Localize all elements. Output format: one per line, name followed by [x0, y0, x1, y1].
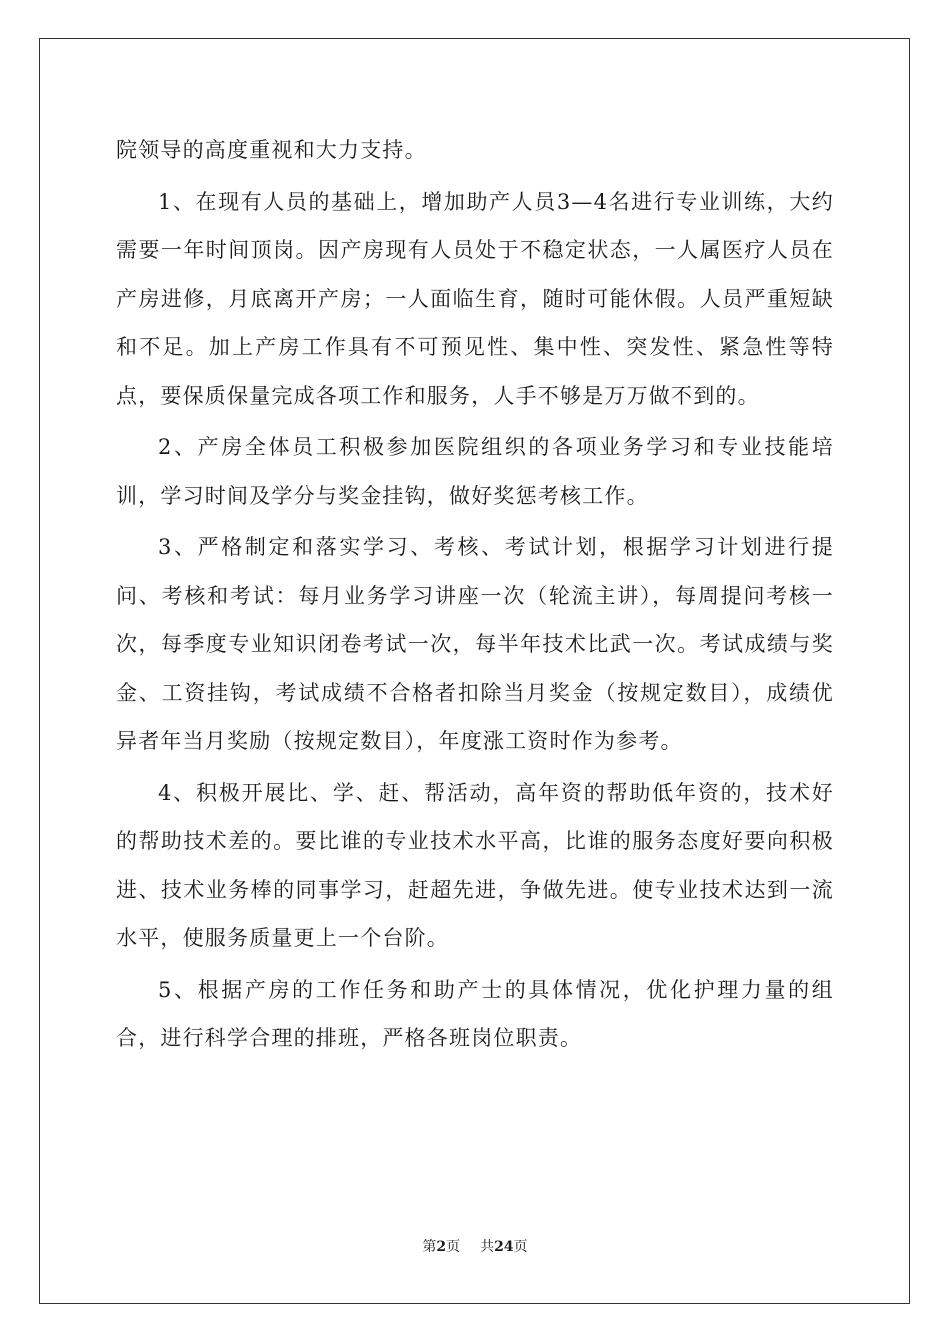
- page-footer: [0, 1236, 950, 1256]
- paragraph-1: 1、在现有人员的基础上，增加助产人员3—4名进行专业训练，大约需要一年时间顶岗。因产房现有人员处于不稳定状态，一人属医疗人员在产房进修，月底离开产房；一人面临生育，随时可能休假。人员严重短缺和不足。加上产房工作具有不可预见性、集中性、突发性、紧急性等特点，要保质保量完成各项工作和服务，人手不够是万万做不到的。: [116, 189, 834, 408]
- page-suffix: 页: [446, 1239, 461, 1255]
- total-prefix: 共: [480, 1239, 495, 1255]
- page-number: 2: [436, 1239, 447, 1255]
- paragraph-0: 院领导的高度重视和大力支持。: [116, 138, 427, 162]
- paragraph-4: 4、积极开展比、学、赶、帮活动，高年资的帮助低年资的，技术好的帮助技术差的。要比谁的专业技术水平高，比谁的服务态度好要向积极进、技术业务棒的同事学习，赶超先进，争做先进。使专业技术达到一流水平，使服务质量更上一个台阶。: [116, 780, 834, 950]
- page-prefix: 第: [422, 1239, 437, 1255]
- total-suffix: 页: [513, 1239, 528, 1255]
- total-pages: 24: [494, 1239, 514, 1255]
- paragraph-3: 3、严格制定和落实学习、考核、考试计划，根据学习计划进行提问、考核和考试：每月业务学习讲座一次（轮流主讲），每周提问考核一次，每季度专业知识闭卷考试一次，每半年技术比武一次。考试成绩与奖金、工资挂钩，考试成绩不合格者扣除当月奖金（按规定数目），成绩优异者年当月奖励（按规定数目），年度涨工资时作为参考。: [116, 535, 834, 753]
- paragraph-5: 5、根据产房的工作任务和助产士的具体情况，优化护理力量的组合，进行科学合理的排班，严格各班岗位职责。: [116, 977, 834, 1050]
- paragraph-2: 2、产房全体员工积极参加医院组织的各项业务学习和专业技能培训，学习时间及学分与奖金挂钩，做好奖惩考核工作。: [116, 435, 834, 508]
- document-body: [116, 126, 834, 1066]
